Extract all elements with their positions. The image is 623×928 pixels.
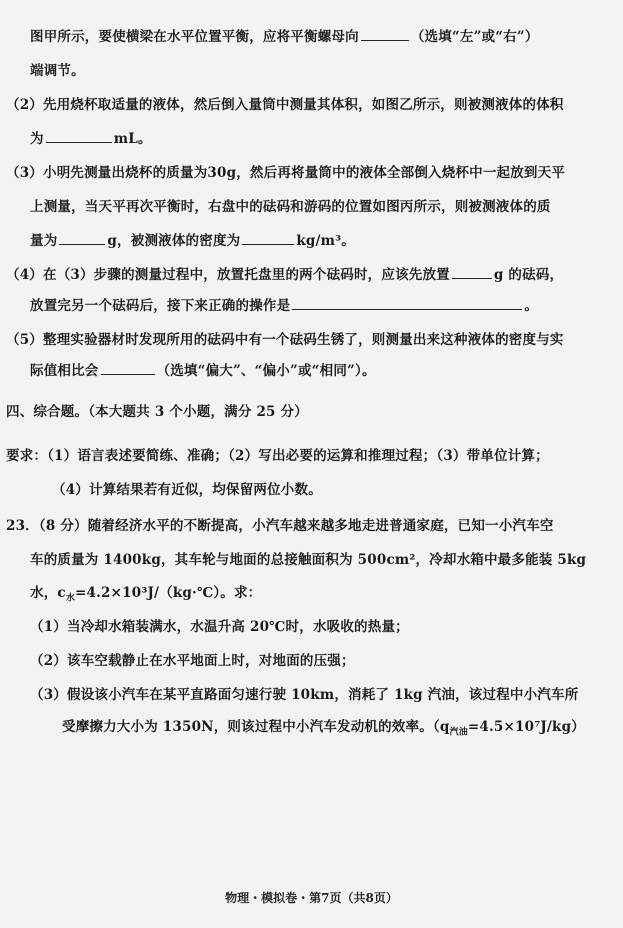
text-segment: 。 xyxy=(524,298,539,314)
answer-blank xyxy=(292,297,522,310)
text-line xyxy=(30,231,355,251)
text-line: 要求：（1）语言表述要简练、准确；（2）写出必要的运算和推理过程；（3）带单位计算； xyxy=(6,448,549,464)
text-segment: =4.5×10⁷J/kg） xyxy=(467,719,585,735)
text-segment: （选填“偏大”、“偏小”或“相同”）。 xyxy=(156,363,376,379)
subscript: 水 xyxy=(65,593,76,604)
answer-blank xyxy=(242,232,294,245)
text-line xyxy=(30,361,376,381)
text-line: 端调节。 xyxy=(30,63,85,79)
question-heading: 23．（8 分）随着经济水平的不断提高，小汽车越来越多地走进普通家庭，已知一小汽车空 xyxy=(6,518,554,534)
text-segment: 图甲所示，要使横梁在水平位置平衡，应将平衡螺母向 xyxy=(30,29,359,45)
text-line: （2）先用烧杯取适量的液体，然后倒入量筒中测量其体积，如图乙所示，则被测液体的体积 xyxy=(6,97,564,113)
text-line: （3）假设该小汽车在某平直路面匀速行驶 10km，消耗了 1kg 汽油，该过程中小汽车所 xyxy=(30,687,579,703)
text-line: （3）小明先测量出烧杯的质量为30g，然后再将量筒中的液体全部倒入烧杯中一起放到天平 xyxy=(6,165,566,181)
text-segment: mL。 xyxy=(113,131,152,147)
text-segment: =4.2×10³J/（kg·℃）。求： xyxy=(75,585,262,601)
page-footer: 物理・模拟卷・第7页（共8页） xyxy=(225,891,398,905)
text-segment: （4）在（3）步骤的测量过程中，放置托盘里的两个砝码时，应该先放置 xyxy=(6,267,450,283)
text-line: （2）该车空载静止在水平地面上时，对地面的压强； xyxy=(30,653,355,669)
text-segment: 量为 xyxy=(30,233,58,249)
subscript: 汽油 xyxy=(449,727,468,738)
answer-blank xyxy=(361,28,409,41)
text-line: （5）整理实验器材时发现所用的砝码中有一个砝码生锈了，则测量出来这种液体的密度与实 xyxy=(6,332,564,348)
text-line: （4）计算结果若有近似，均保留两位小数。 xyxy=(52,482,322,498)
answer-blank xyxy=(101,362,155,375)
text-line xyxy=(30,583,261,609)
text-segment: 受摩擦力大小为 1350N，则该过程中小汽车发动机的效率。（q xyxy=(62,719,450,735)
text-line: （1）当冷却水箱装满水，水温升高 20℃时，水吸收的热量； xyxy=(30,619,409,635)
text-line xyxy=(30,296,538,316)
text-segment: g，被测液体的密度为 xyxy=(107,233,241,249)
text-line xyxy=(30,27,539,47)
text-line: 车的质量为 1400kg，其车轮与地面的总接触面积为 500cm²，冷却水箱中最多能装 5kg xyxy=(30,552,587,568)
text-line xyxy=(6,265,563,285)
text-segment: g 的砝码， xyxy=(493,267,564,283)
text-line: 上测量，当天平再次平衡时，右盘中的砝码和游码的位置如图丙所示，则被测液体的质 xyxy=(30,199,551,215)
text-segment: 际值相比会 xyxy=(30,363,99,379)
text-segment: kg/m³。 xyxy=(296,233,355,249)
text-segment: 放置完另一个砝码后，接下来正确的操作是 xyxy=(30,298,291,314)
text-segment: （选填“左”或“右”） xyxy=(410,29,539,45)
text-segment: 水，c xyxy=(30,585,66,601)
answer-blank xyxy=(452,266,492,279)
text-segment: 为 xyxy=(30,131,44,147)
text-line xyxy=(62,717,585,743)
section-heading: 四、综合题。（本大题共 3 个小题，满分 25 分） xyxy=(6,404,308,420)
answer-blank xyxy=(46,130,112,143)
text-line xyxy=(30,129,152,149)
answer-blank xyxy=(59,232,105,245)
